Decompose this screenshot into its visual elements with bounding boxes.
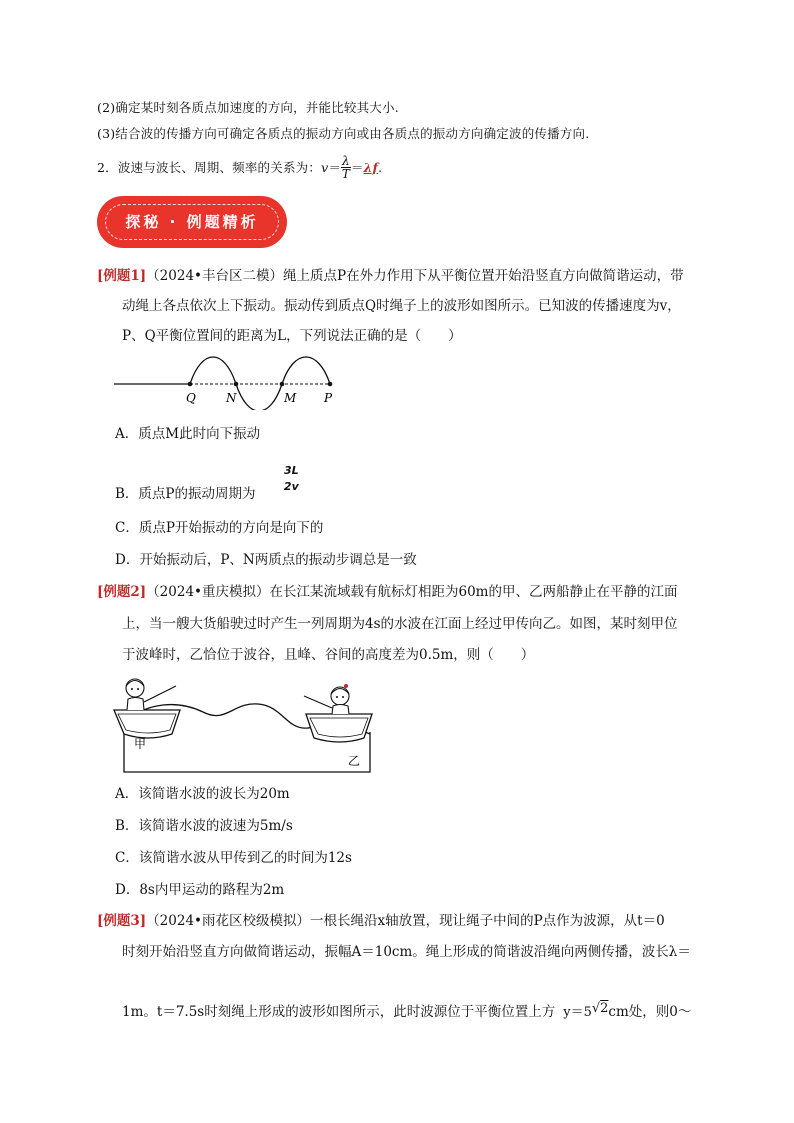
person-jia-eye-2	[137, 688, 139, 690]
option-b-fraction	[283, 463, 300, 495]
person-jia-body	[127, 698, 144, 711]
example-3-text-3b: cm处，则0～	[608, 1004, 692, 1020]
period: .	[378, 159, 383, 175]
example-2-text-1: （2024•重庆模拟）在长江某流域载有航标灯相距为60m的甲、乙两船静止在平静的江面	[146, 584, 678, 600]
example-1-option-a: A．质点M此时向下振动	[115, 426, 261, 442]
boat-jia-pole	[144, 686, 176, 702]
label-jia: 甲	[134, 737, 147, 751]
example-1-option-d: D．开始振动后，P、N两质点的振动步调总是一致	[115, 552, 417, 568]
person-yi-body	[332, 705, 349, 715]
person-jia-eye	[131, 688, 133, 690]
boat-yi-pole	[304, 696, 332, 708]
example-1-tag: [例题1]	[97, 268, 147, 284]
person-jia-head	[126, 679, 144, 697]
label-m: M	[284, 391, 297, 405]
string-wave-figure	[112, 352, 352, 410]
example-1-option-b: B．质点P的振动周期为	[115, 486, 256, 502]
example-3-line-3	[122, 1001, 692, 1021]
intro-line-3: (3)结合波的传播方向可确定各质点的振动方向或由各质点的振动方向确定波的传播方向.	[97, 126, 590, 141]
sqrt-symbol: √2	[591, 1001, 609, 1017]
period-denominator: 2v	[283, 480, 299, 493]
boats-water-wave-figure	[108, 672, 378, 776]
intro-line-4	[97, 150, 382, 184]
relation-text: 2．波速与波长、周期、频率的关系为：	[97, 160, 322, 175]
period-fraction	[283, 463, 300, 495]
person-yi-head	[331, 687, 349, 705]
example-3-text-3a: 1m。t＝7.5s时刻绳上形成的波形如图所示，此时波源位于平衡位置上方	[122, 1004, 556, 1020]
example-2-option-d: D．8s内甲运动的路程为2m	[115, 882, 285, 898]
example-1-text-1: （2024•丰台区二模）绳上质点P在外力作用下从平衡位置开始沿竖直方向做简谐运动，带	[146, 268, 684, 284]
point-q-dot	[188, 382, 193, 387]
label-p: P	[324, 391, 333, 405]
example-2-option-b: B．该简谐水波的波速为5m/s	[115, 818, 293, 834]
example-2-line-1	[97, 586, 677, 600]
example-1-option-c: C．质点P开始振动的方向是向下的	[115, 520, 324, 536]
point-m-dot	[280, 382, 285, 387]
label-yi: 乙	[348, 754, 361, 768]
lambda-over-t	[341, 155, 351, 180]
point-n-dot	[234, 382, 239, 387]
y-equals-five: y＝5	[563, 1005, 592, 1021]
person-yi-eye	[336, 696, 338, 698]
example-1-line-1	[97, 270, 684, 284]
label-n: N	[226, 391, 237, 405]
fraction-denominator: T	[341, 166, 351, 181]
example-3-tag: [例题3]	[97, 913, 147, 929]
example-2-line-2: 上，当一艘大货船驶过时产生一列周期为4s的水波在江面上经过甲传向乙。如图，某时刻甲位	[122, 616, 678, 632]
sqrt-radicand: 2	[600, 1001, 609, 1017]
equals-sign: ＝	[328, 160, 342, 175]
example-1-line-2: 动绳上各点依次上下振动。振动传到质点Q时绳子上的波形如图所示。已知波的传播速度为v，	[122, 298, 681, 314]
section-banner	[97, 196, 287, 248]
v-symbol: v	[321, 159, 329, 175]
equals-sign-2: ＝	[350, 160, 364, 175]
intro-line-2: (2)确定某时刻各质点加速度的方向，并能比较其大小.	[97, 100, 399, 115]
example-3-line-2: 时刻开始沿竖直方向做简谐运动，振幅A＝10cm。绳上形成的简谐波沿绳向两侧传播，波长λ＝	[122, 944, 691, 960]
example-3-line-1	[97, 915, 665, 929]
example-1-line-3: P、Q平衡位置间的距离为L，下列说法正确的是（ ）	[122, 328, 462, 344]
point-p-dot	[328, 382, 333, 387]
example-2-line-3: 于波峰时，乙恰位于波谷，且峰、谷间的高度差为0.5m，则（ ）	[122, 647, 535, 663]
period-numerator: 3L	[284, 464, 299, 477]
fraction-numerator: λ	[342, 153, 350, 168]
person-yi-eye-2	[342, 696, 344, 698]
example-2-tag: [例题2]	[97, 584, 147, 600]
answer-lambda-f: λf	[363, 159, 379, 175]
lamp-icon	[344, 684, 348, 688]
banner-title: 探秘 · 例题精析	[125, 213, 259, 231]
example-2-option-a: A．该简谐水波的波长为20m	[115, 786, 290, 802]
example-3-text-1: （2024•雨花区校级模拟）一根长绳沿x轴放置，现让绳子中间的P点作为波源，从t＝0	[146, 913, 665, 929]
example-2-option-c: C．该简谐水波从甲传到乙的时间为12s	[115, 850, 352, 866]
label-q: Q	[186, 391, 196, 405]
